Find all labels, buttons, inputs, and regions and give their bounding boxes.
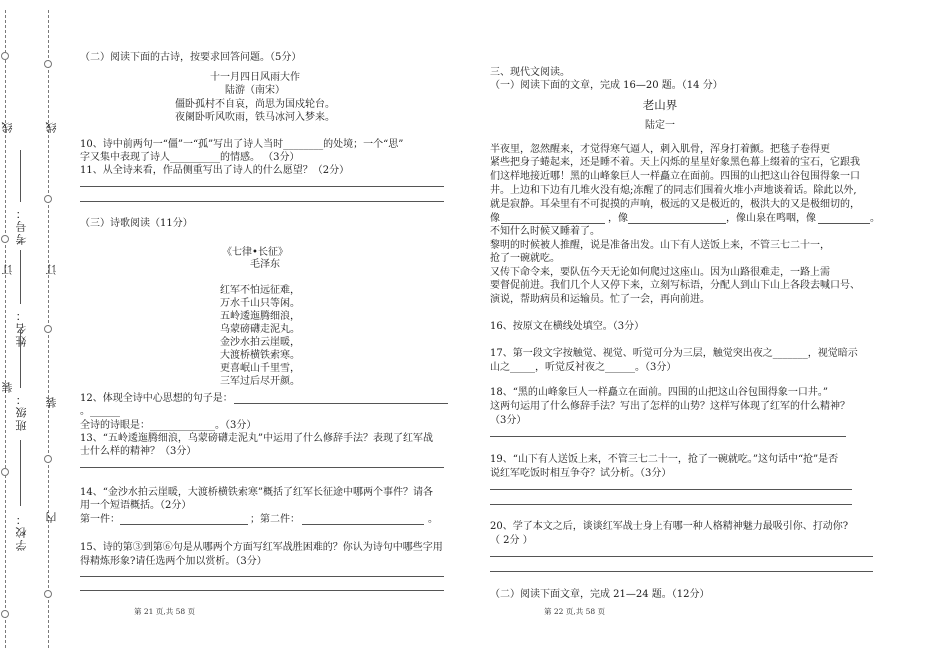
poem-line: 红军不怕远征难， [220, 285, 300, 296]
question-19: 19、“山下有人送饭上来，不管三七二十一，抢了一碗就吃。”这句话中“抢”是否 [490, 454, 839, 465]
exam-number-blank [20, 150, 21, 202]
class-label: 班级： [15, 392, 28, 431]
name-blank [20, 250, 21, 304]
poem-title: 十一月四日风雨大作 [210, 72, 300, 83]
poem-line: 万水千山只等闲。 [220, 298, 300, 309]
name-label: 姓名： [15, 308, 28, 347]
essay-line: 抢了一碗就吃。 [490, 253, 560, 264]
question-12-eye: 全诗的诗眼是：_____________。（3分） [80, 420, 257, 431]
question-18-cont: 这两句运用了什么修辞手法？写出了怎样的山势？这样写体现了红军的什么精神？ [490, 401, 850, 412]
answer-line [234, 403, 448, 404]
poem-author: 陆游（南宋） [225, 85, 285, 96]
answer-line [490, 571, 873, 572]
blank-like-1: 像 [490, 213, 500, 224]
answer-line [120, 524, 248, 525]
class-blank [20, 330, 21, 388]
circle-icon [1, 610, 9, 618]
mark-inner-bind: 订 [45, 262, 58, 275]
poem-line: 金沙水拍云崖暖， [220, 337, 300, 348]
essay-line: 井。上边和下边有几堆火没有熄;冻醒了的同志们围着火堆小声地谈着话。除此以外, [490, 185, 857, 196]
mark-inner-line: 线 [45, 120, 58, 133]
section-heading: （一）阅读下面的文章，完成 16—20 题。（14 分） [490, 80, 723, 91]
question-19-cont: 说红军吃饭时相互争夺？试分析。（3分） [490, 468, 672, 479]
essay-line: 又传下命令来，要队伍今天无论如何爬过这座山。因为山路很难走，一路上需 [490, 267, 830, 278]
exam-number-label: 考号： [15, 206, 28, 245]
poem-line: 更喜岷山千里雪， [220, 363, 300, 374]
question-11: 11、从全诗来看，作品侧重写出了诗人的什么愿望？（2分） [80, 165, 350, 176]
page-footer: 第 21 页,共 58 页 [134, 607, 196, 616]
blank-like-end: 。 [870, 213, 880, 224]
question-14-first: 第一件： [80, 514, 120, 525]
blank-like-2: ，像 [608, 213, 628, 224]
mark-outer-fold: 装 [1, 380, 14, 393]
answer-line [80, 467, 444, 468]
blank-like-3: ，像山泉在鸣咽，像 [726, 213, 816, 224]
section-heading: （二）阅读下面文章，完成 21—24 题。（12分） [490, 589, 710, 600]
question-14-end: 。 [428, 514, 438, 525]
essay-author: 陆定一 [645, 120, 675, 131]
answer-line [80, 576, 444, 577]
outer-dashed-line [5, 10, 6, 648]
essay-line: 就是寂静。耳朵里有不可捉摸的声响，极远的又是极近的，极洪大的又是极细切的， [490, 199, 860, 210]
question-13-cont: 士什么样的精神？（3分） [80, 446, 197, 457]
mark-outer-line: 线 [1, 120, 14, 133]
answer-line [80, 201, 444, 202]
question-20: 20、学了本文之后，谈谈红军战士身上有哪一种人格精神魅力最吸引你、打动你? [490, 521, 849, 532]
question-10: 10、诗中前两句一“僵”一“孤”写出了诗人当时________的处境；一个“思” [80, 139, 404, 150]
question-12-tail: 。______ [80, 406, 120, 417]
poem-line: 夜阑卧听风吹雨，铁马冰河入梦来。 [175, 112, 335, 123]
answer-line [490, 489, 852, 490]
question-17: 17、第一段文字按触觉、视觉、听觉可分为三层，触觉突出夜之_______，视觉暗示 [490, 348, 858, 359]
circle-icon [44, 60, 52, 68]
poem-line: 三军过后尽开颜。 [220, 376, 300, 387]
question-17-cont: 山之_____，听觉反衬夜之______。（3分） [490, 362, 677, 373]
part-heading: 三、现代文阅读。 [490, 67, 570, 78]
circle-icon [44, 325, 52, 333]
fill-blank [628, 223, 726, 224]
question-10-cont: 字又集中表现了诗人__________的情感。 （3分） [80, 152, 300, 163]
essay-line: 演说，帮助病员和运输员。忙了一会，再向前进。 [490, 294, 710, 305]
answer-line [490, 556, 873, 557]
circle-icon [44, 590, 52, 598]
poem-line: 五岭逶迤腾细浪， [220, 311, 300, 322]
essay-line: 紧些把身子蜷起来，还是睡不着。天上闪烁的星星好象黑色幕上缀着的宝石，它跟我 [490, 157, 860, 168]
poem-line: 僵卧孤村不自哀，尚思为国戍轮台。 [175, 99, 335, 110]
section-heading: （三）诗歌阅读（11分） [80, 218, 193, 229]
question-15: 15、诗的第③到第⑥句是从哪两个方面写红军战胜困难的？你认为诗句中哪些字用 [80, 542, 443, 553]
circle-icon [1, 235, 9, 243]
answer-line [80, 186, 444, 187]
mark-inner-in: 内 [45, 510, 58, 523]
poem-line: 乌蒙磅礴走泥丸。 [220, 324, 300, 335]
circle-icon [1, 52, 9, 60]
page-footer: 第 22 页,共 58 页 [544, 607, 606, 616]
essay-line: 要督促前进。我们几个人又停下来，立刻写标语，分配人到山下山上各段去喊口号、 [490, 280, 860, 291]
essay-line: 半夜里，忽然醒来，才觉得寒气逼人，刺入肌骨，浑身打着颤。把毯子卷得更 [490, 144, 830, 155]
question-16: 16、按原文在横线处填空。（3分） [490, 321, 645, 332]
question-15-cont: 得精炼形象?请任选两个加以赏析。（3分） [80, 556, 267, 567]
circle-icon [1, 468, 9, 476]
answer-line [302, 524, 424, 525]
circle-icon [44, 195, 52, 203]
question-14-cont: 用一个短语概括。（2分） [80, 500, 192, 511]
question-14: 14、“金沙水拍云崖暖，大渡桥横铁索寒”概括了红军长征途中哪两个事件？请各 [80, 487, 433, 498]
essay-line: 们这样地接近哪！黑的山峰象巨人一样矗立在面前。四围的山把这山谷包围得象一口 [490, 171, 860, 182]
poem-line: 大渡桥横铁索寒。 [220, 350, 300, 361]
question-12: 12、体现全诗中心思想的句子是： [80, 393, 233, 404]
answer-line [490, 504, 852, 505]
question-18: 18、“黑的山峰象巨人一样矗立在面前。四围的山把这山谷包围得象一口井。” [490, 387, 828, 398]
answer-line [490, 436, 846, 437]
fill-blank [818, 223, 870, 224]
binding-margin [0, 0, 62, 658]
circle-icon [44, 455, 52, 463]
poem-title: 《七律•长征》 [222, 247, 288, 258]
essay-line: 黎明的时候被人推醒，说是准备出发。山下有人送饭上来，不管三七二十一， [490, 240, 830, 251]
essay-line: 不知什么时候又睡着了。 [490, 226, 600, 237]
poem-author: 毛泽东 [250, 259, 280, 270]
fill-blank [501, 223, 605, 224]
question-13: 13、“五岭逶迤腾细浪，乌蒙磅礴走泥丸”中运用了什么修辞手法？表现了红军战 [80, 433, 433, 444]
question-20-cont: （ 2分 ） [490, 535, 533, 546]
school-blank [20, 440, 21, 506]
essay-title: 老山界 [642, 98, 678, 112]
answer-line [80, 590, 444, 591]
section-heading: （二）阅读下面的古诗，按要求回答问题。（5分） [80, 52, 302, 63]
school-label: 学校： [15, 512, 28, 551]
question-14-second: ；第二件： [250, 514, 300, 525]
mark-outer-bind: 订 [1, 262, 14, 275]
mark-inner-fold: 装 [45, 395, 58, 408]
question-18-score: （3分） [490, 415, 527, 426]
